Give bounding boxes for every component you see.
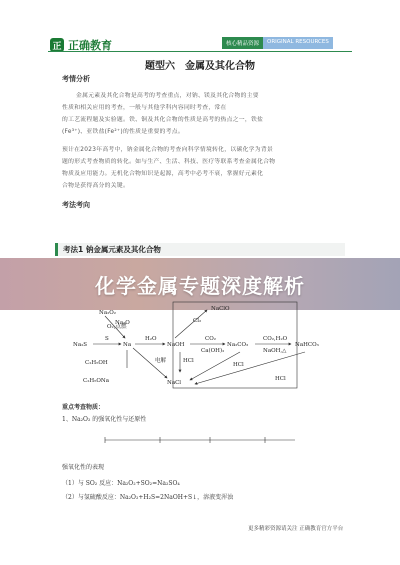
key-points-heading: 重点考查物质：: [62, 404, 105, 411]
label-cl2: Cl₂: [193, 318, 202, 324]
label-hcl-1: HCl: [183, 358, 194, 364]
analysis-line-2: 性质和相关应用的考查，一般与其他学科内容同时考查，常在: [62, 105, 227, 111]
analysis-line-1: 金属元素及其化合物是高考的考查重点，对钠、镁及其化合物的主要: [76, 93, 259, 99]
banner-title: 化学金属专题深度解析: [95, 273, 305, 298]
label-heat: NaOH,△: [263, 348, 287, 354]
header-tag-left: 核心精品资源: [222, 37, 263, 49]
key-point-1: 1、Na₂O₂ 的强氧化性与还原性: [62, 416, 147, 423]
label-s: S: [105, 336, 109, 342]
label-hcl-2: HCl: [233, 362, 244, 368]
sodium-conversion-diagram: [55, 300, 345, 390]
header-tag-right: ORIGINAL RESOURCES: [263, 37, 333, 49]
analysis-line-3: 的工艺流程题及实验题。铁、铜及其化合物的性质是高考的热点之一，铁盐: [62, 117, 264, 123]
label-o2-ignite: O₂,点燃: [107, 324, 127, 330]
header-tags: [222, 37, 333, 49]
node-na2s: Na₂S: [73, 342, 88, 348]
analysis-line-5: 预计在2023年高考中，钠金属化合物的考查向科学情境转化，以碳化学为背景: [62, 147, 274, 153]
label-electrolysis: 电解: [155, 358, 167, 364]
node-na2o: Na₂O: [115, 320, 130, 326]
analysis-line-6: 题的形式考查物质的转化。如与生产、生活、科技、医疗等联系考查金属化合物: [62, 159, 276, 165]
node-nacl: NaCl: [167, 380, 182, 386]
redox-scale: [100, 426, 300, 452]
node-c2h5ona: C₂H₅ONa: [83, 378, 110, 384]
analysis-line-4: (Fe³⁺)、亚铁盐(Fe²⁺)的性质是重要的考点。: [62, 129, 184, 135]
node-naoh: NaOH: [167, 342, 185, 348]
page-title: 题型六 金属及其化合物: [145, 61, 255, 72]
label-hcl-3: HCl: [275, 376, 286, 382]
header-rule: [48, 51, 352, 52]
label-co2: CO₂: [205, 336, 216, 342]
label-h2o: H₂O: [145, 336, 157, 342]
direction-heading: 考法考向: [62, 201, 90, 209]
label-co2-h2o: CO₂,H₂O: [263, 336, 288, 342]
node-naclo: NaClO: [211, 306, 230, 312]
oxidation-item-2: （2）与氢硫酸反应：Na₂O₂+H₂S=2NaOH+S↓，溶液变浑浊: [62, 494, 234, 501]
node-c2h5oh: C₂H₅OH: [85, 360, 108, 366]
node-na: Na: [123, 342, 132, 348]
analysis-line-8: 合物是获得高分的关键。: [62, 183, 130, 189]
brand-name: 正确教育: [68, 39, 112, 52]
oxidation-item-1: （1）与 SO₂ 反应：Na₂O₂+SO₂=Na₂SO₄: [62, 480, 180, 487]
footer-note: 更多精彩资源请关注 正确教育官方平台: [248, 526, 344, 532]
section-1-label: 考法1 钠金属元素及其化合物: [55, 243, 345, 256]
label-caoh2: Ca(OH)₂: [201, 348, 225, 354]
oxidation-label: 强氧化性的表现: [62, 464, 105, 471]
analysis-heading: 考情分析: [62, 75, 90, 83]
brand-logo-icon: 正: [50, 38, 64, 52]
node-nahco3: NaHCO₃: [295, 342, 319, 348]
analysis-line-7: 物质及应用能力。无机化合物知识是起源，高考中必考不衰，掌握好元素化: [62, 171, 264, 177]
node-na2o2: Na₂O₂: [99, 310, 117, 316]
node-na2co3: Na₂CO₃: [227, 342, 249, 348]
